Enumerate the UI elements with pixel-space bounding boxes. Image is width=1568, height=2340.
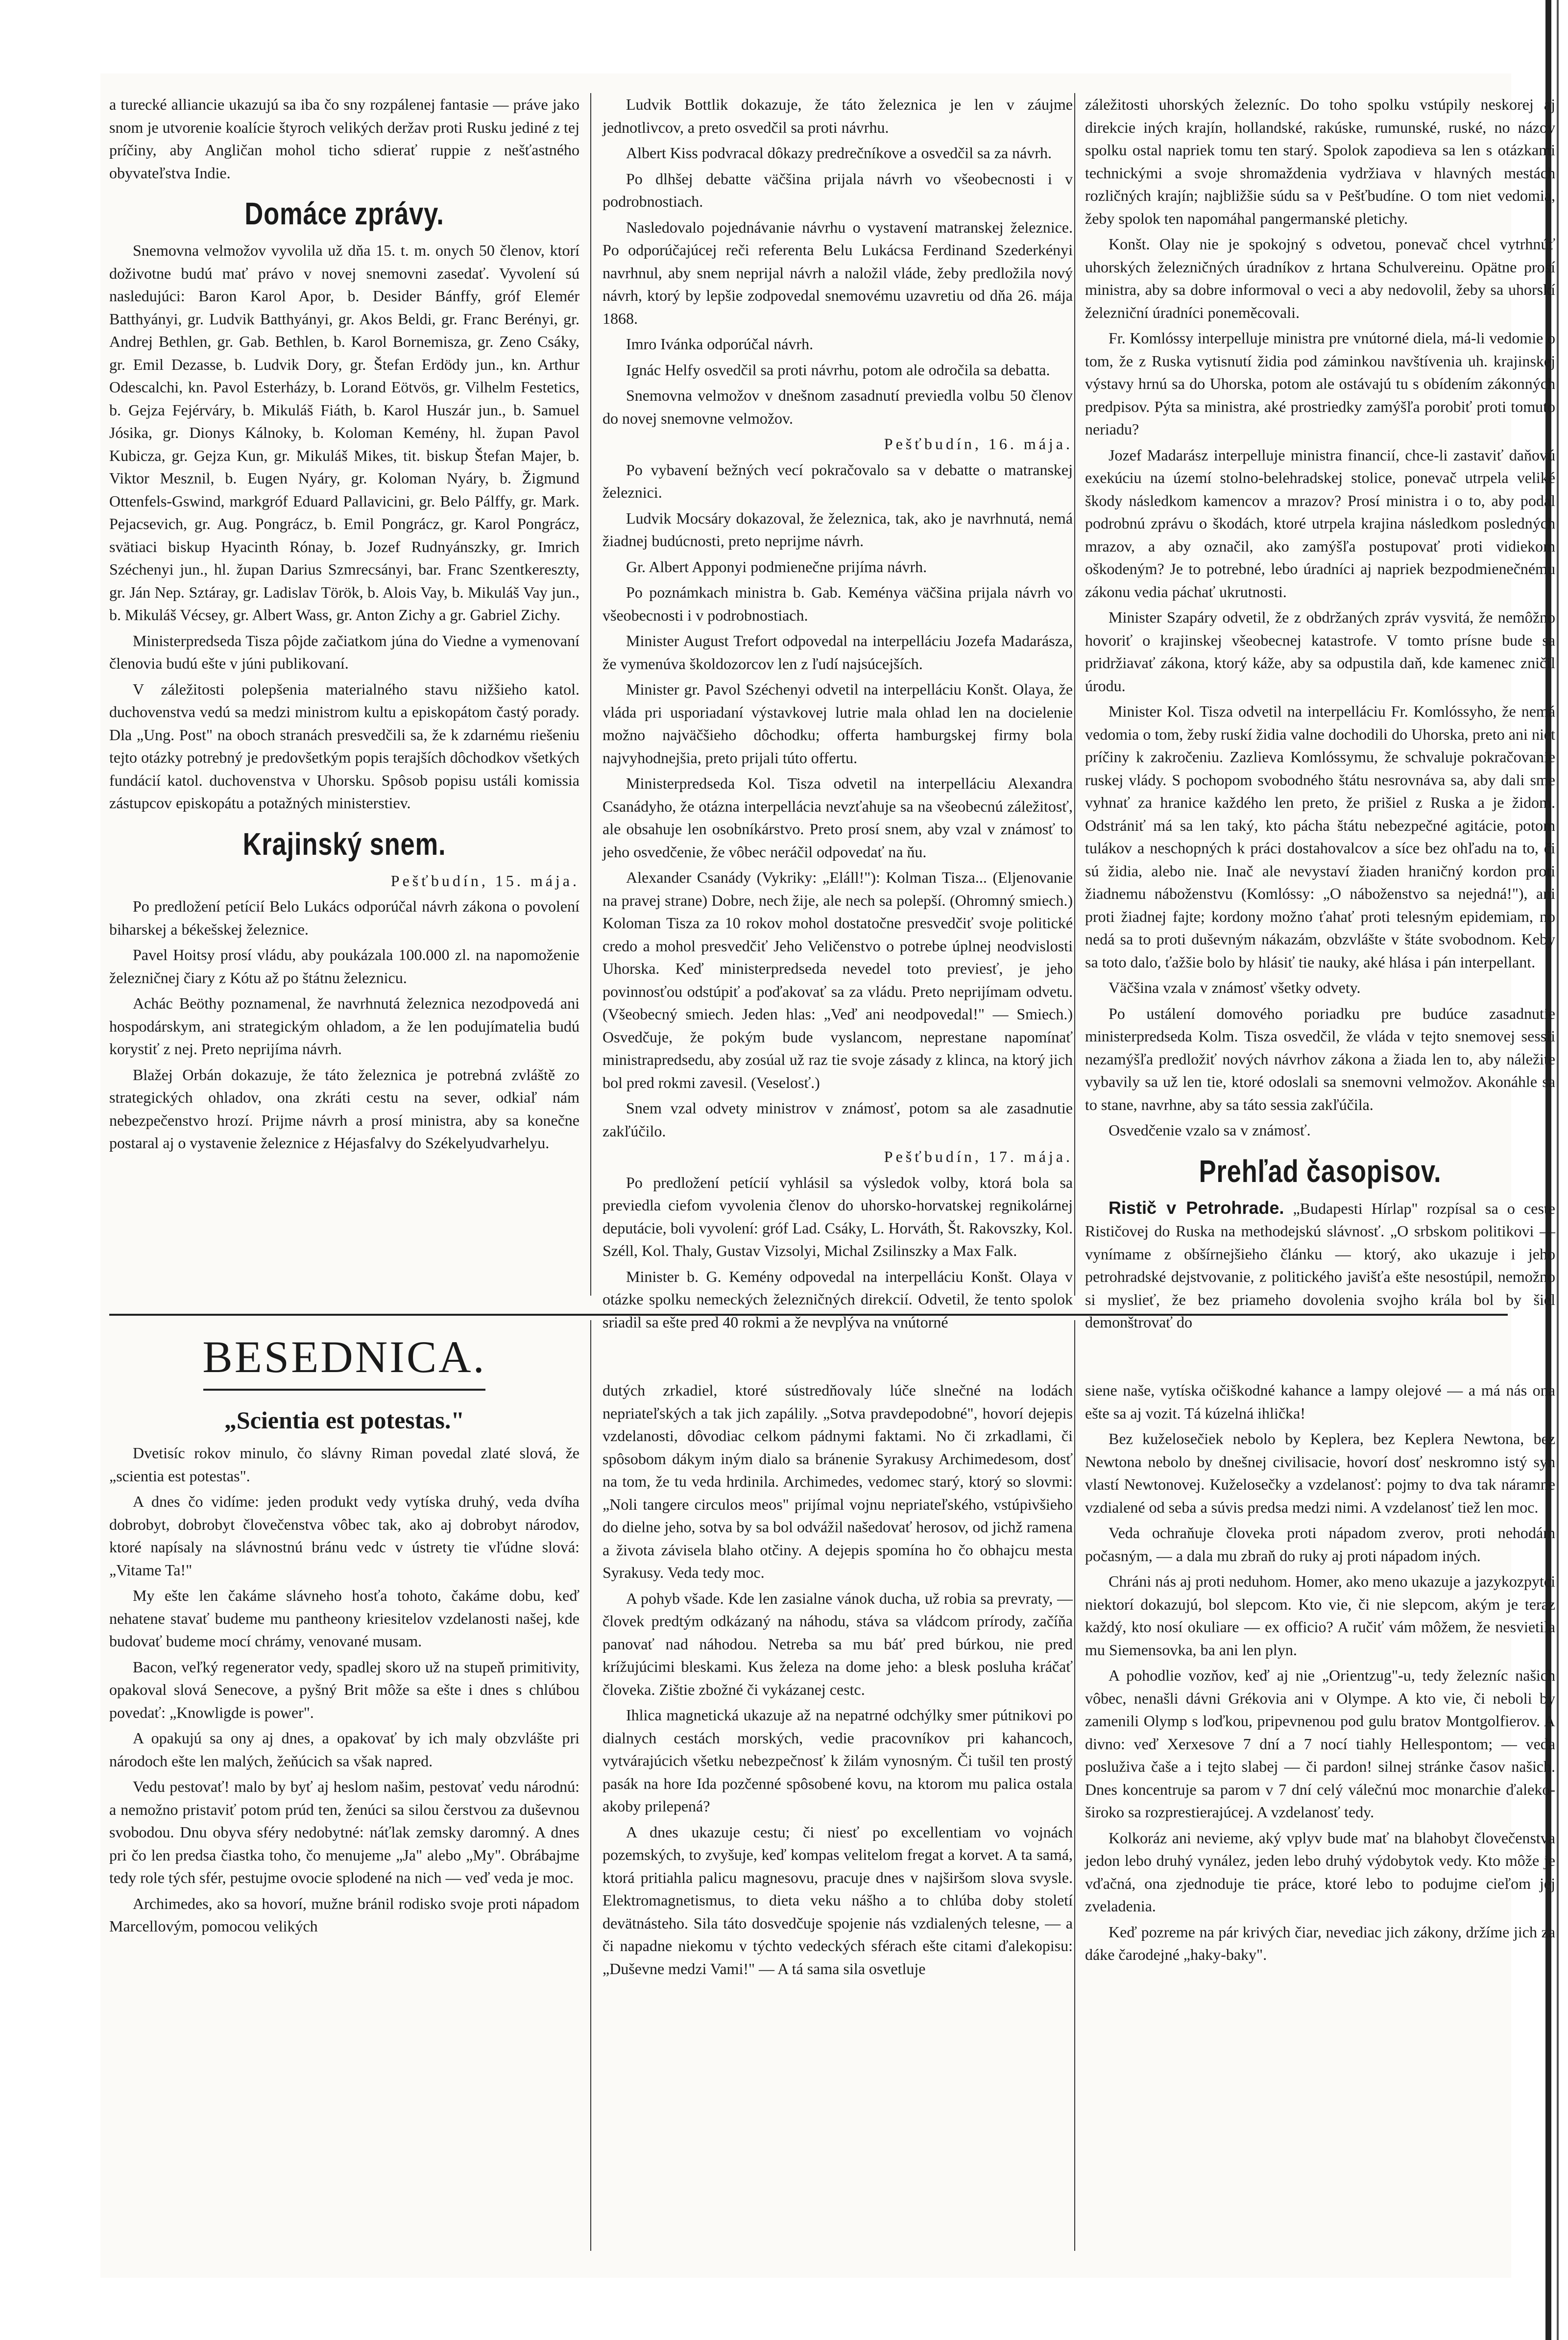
col3-paragraph-3: Fr. Komlóssy interpelluje ministra pre vnútorné diela, má-li vedomie o tom, že z Ruska vytisnutí židia pod záminkou navštívenia uh. krajinskej výstavy hrnú sa do Uhorska, potom ale ostávajú tu s obídením zákonných predpisov. Pýta sa ministra, aké prostriedky zamýšľa porobiť proti tomuto neriadu?	[1085, 329, 1555, 438]
krajinsky-heading: Krajinský snem.	[242, 826, 446, 862]
col2-paragraph-11: Po poznámkach ministra b. Gab. Keményа väčšina prijala návrh vo všeobecnosti i v podrobnostiach.	[603, 583, 1073, 624]
besednica-c3-paragraph-2: Bez kuželosečiek nebolo by Keplera, bez Keplera Newtona, bez Newtona nebolo by dnešnej civilisacie, hovorí dosť neskromno istý syn vlastí Newtonovej. Kuželosečky a vzdelanosť: pojmy to dva tak náramne vzdialené od seba a súvis predsa medzi nimi. A vzdelanosť tiež len moc.	[1085, 1430, 1555, 1516]
krajinsky-dateline: Pešťbudín, 15. mája.	[390, 871, 579, 890]
besednica-column-1	[109, 1320, 579, 2251]
newspaper-page	[100, 73, 1555, 2278]
krajinsky-paragraph-1: Po predložení petícií Belo Lukács odporúčal návrh zákona o povolení biharskej a békešskej železnice.	[109, 897, 579, 938]
col3-paragraph-8: Po ustálení domového poriadku pre budúce zasadnutie ministerpredseda Kolm. Tisza osvedčil, že vláda v tejto snemovej sessii nezamýšľa predložiť nových návrhov zákona a žiada len to, aby náležite vybavily sa už len tie, ktoré odoslali sa snemovni velmožov. Akonáhle sa to stane, navrhne, aby sa táto sessia zakľúčila.	[1085, 1004, 1555, 1113]
col2-paragraph-1: Ludvik Bottlik dokazuje, že táto železnica je len v záujme jednotlivcov, a preto osvedčil sa proti návrhu.	[603, 96, 1073, 136]
domace-paragraph-3: V záležitosti polepšenia materialného stavu nižšieho katol. duchovenstva vedú sa medzi ministrom kultu a episkopátom častý porady. Dla „Ung. Post" na oboch stranách presvedčili sa, že k zdarnému riešeniu tejto otázky potrebný je predovšetkým popis terajších dôchodkov všetkých fundácií katol. duchovenstva v Uhorsku. Spôsob popisu ustáli komissia zástupcov episkopátu a potažných ministerstiev.	[109, 680, 579, 812]
col2-dateline-17: Pešťbudín, 17. mája.	[884, 1148, 1073, 1165]
besednica-paragraph-6: Vedu pestovať! malo by byť aj heslom našim, pestovať vedu národnú: a nemožno pristaviť potom prúd ten, ženúci sa silou čerstvou za duševnou svobodou. Dnu obyva sféry nedobytné: náťlak zemsky daromný. A dnes pri čo len predsa čiastka toho, čo menujeme „Ja" alebo „My". Obrábajme tedy role tých sfér, pestujme ovocie splodené na nich — veď veda je moc.	[109, 1778, 579, 1886]
column-3	[1085, 93, 1555, 1331]
domace-heading: Domáce zprávy.	[244, 196, 444, 231]
col2-paragraph-15: Alexander Csanády (Vykriky: „Eláll!"): Kolman Tisza... (Eljenovanie na pravej strane) Dobre, nech žije, ale nech sa polepší. (Ohromný smiech.) Koloman Tisza za 10 rokov mohol dostatočne presvedčiť svoje politické credo a mohol presvedčiť Jeho Veličenstvo o potrebe úplnej neodvislosti Uhorska. Keď ministerpredseda nevedel toto previesť, je jeho povinnosťou odstúpiť a poďakovať sa za vládu. Preto neprijímam odvetu. (Všeobecný smiech. Jeden hlas: „Veď ani neodpovedal!" — Smiech.) Osvedčuje, že pokým bude vyslancom, neprestane napomínať ministrapredsedu, aby zosúal už raz tie svoje zásady z klinca, na ktorý jich bol pred rokmi zavesil. (Veselosť.)	[603, 868, 1073, 1091]
domace-paragraph-2: Ministerpredseda Tisza pôjde začiatkom júna do Viedne a vymenovaní členovia budú ešte v júni publikovaní.	[109, 631, 579, 672]
col3-paragraph-2: Konšt. Olay nie je spokojný s odvetou, ponevač chcel vytrhnúť uhorských železničných úradníkov z hrtana Schulvereinu. Opätne prosí ministra, aby sa dobre informoval o veci a aby nedovolil, žeby sa uhorskí železniční úradníci poneměcovali.	[1085, 235, 1555, 321]
col3-paragraph-7: Väčšina vzala v známosť všetky odvety.	[1109, 979, 1361, 996]
col3-paragraph-6: Minister Kol. Tisza odvetil na interpelláciu Fr. Komlóssyho, že nemá vedomia o tom, žeby ruskí židia valne dochodili do Uhorska, preto ani niet príčiny k zakročeniu. Zazlieva Komlóssymu, že schvaluje pokračovanie ruskej vlády. S pochopom svobodného štátu nesrovnáva sa, aby dali sme vyhnať za hranice každého len preto, že prišiel z Ruska a je židom. Odstrániť má sa len taký, kto pácha štátu nebezpečné agitácie, potom tulákov a neschopných k práci dostahovalcov a síce bez ohľadu na to, či sú židia, alebo nie. Inač ale nevystaví žiaden hraničný kordon proti žiadnemu náboženstvu (Komlóssy: „O náboženstvo sa nejedná!"), ani proti žiadnej fajte; kordony možno ťahať proti telesným epidemiam, no nedá sa to proti duševným nákazám, obzvlášte v štáte svobodnom. Keby sa toto dalo, ťažšie bolo by hlásiť tie nauky, aké hlása i pán interpellant.	[1085, 702, 1555, 971]
besednica-c3-paragraph-1: siene naše, vytíska očiškodné kahance a lampy olejové — a má nás ona ešte sa aj vozit. Tá kúzelná ihlička!	[1085, 1381, 1555, 1422]
column-rule-3	[590, 1320, 591, 2251]
col2-paragraph-16: Snem vzal odvety ministrov v známosť, potom sa ale zasadnutie zakľúčilo.	[603, 1099, 1073, 1140]
column-rule-2	[1074, 93, 1075, 1296]
besednica-paragraph-5: A opakujú sa ony aj dnes, a opakovať by ich maly obzvlášte pri národoch ešte len malých, žeňúcich sa však napred.	[109, 1729, 579, 1770]
prehlad-lead: Ristič v Petrohrade.	[1109, 1197, 1284, 1218]
col3-paragraph-5: Minister Szapáry odvetil, že z obdržaných zpráv vysvitá, že nemôžno hovoriť o krajinskej všeobecnej katastrofe. V tomto prísne bude sa pridržiavať zákona, ktorý káže, aby sa odpustila daň, kde kamenec zničil úrodu.	[1085, 608, 1555, 695]
intro-paragraph: a turecké allianciе ukazujú sa iba čo sny rozpálenej fantasie — práve jako snom je utvorenie koalície štyroch velikých deržav proti Rusku jediné z tej príčiny, aby Angličan mohol ticho sdierať ruppie z nešťastného obyvateľstva Indie.	[109, 96, 579, 182]
col2-paragraph-9: Ludvik Mocsáry dokazoval, že železnica, tak, ako je navrhnutá, nemá žiadnej budúcnosti, preto neprijme návrh.	[603, 509, 1073, 550]
besednica-paragraph-1: Dvetisíc rokov minulo, čo slávny Riman povedal zlaté slová, že „scientia est potestas".	[109, 1444, 579, 1485]
besednica-c3-paragraph-7: Keď pozreme na pár krivých čiar, nevediac jich zákony, držíme jich za dáke čarodejné „haky-baky".	[1085, 1923, 1555, 1963]
col2-paragraph-5: Imro Ivánka odporúčal návrh.	[626, 335, 814, 353]
prehlad-text: „Budapesti Hírlap" rozpísal sa o ceste Rističovej do Ruska na methodejskú slávnosť. „O srbskom politikovi — vynímame z obšírnejšieho článku — ktorý, ako ukazuje i jeho petrohradské dejstvovanie, z politického javišťa ešte nesostúpil, nemožno si myslieť, že bez priameho dovolenia svojho krála bol by šiel demonštrovať do	[1085, 1199, 1555, 1331]
besednica-paragraph-2: A dnes čo vidíme: jeden produkt vedy vytíska druhý, veda dvíha dobrobyt, dobrobyt človečenstva vôbec tak, ako aj dobrobyt národov, ktoré napísaly na slávnostnú bránu vedc v ústrety tie vľúdne slová: „Vitame Ta!"	[109, 1493, 579, 1579]
besednica-c2-paragraph-3: Ihlica magnetická ukazuje až na nepatrné odchýlky smer pútnikovi po dialnych cestách morských, vedie pracovníkov pri kahancoch, vytvárajúcich všetku nebezpečnosť k žilám vynosným. Či tušil ten prostý pasák na hore Ida pozčenné spôsobené kovu, na ktorom mu palica ostala akoby prilepená?	[603, 1706, 1073, 1815]
col2-paragraph-10: Gr. Albert Apponyi podmienečne prijíma návrh.	[626, 557, 927, 576]
col3-paragraph-1: záležitosti uhorských železníc. Do toho spolku vstúpily neskorej aj direkcie iných krajín, hollandské, rakúske, rumunské, ruské, no názov spolku ostal napriek tomu ten starý. Spolok zapodieva sa len s otázkami technickými a svoje shromaždenia vydržiava v hlavných mestách rozličných krajín; najbližšie súdu sa v Pešťbudíne. O tom niet vedomia, žeby spolok ten napomáhal pangermanské pletichy.	[1085, 96, 1555, 227]
besednica-title-rule	[203, 1389, 485, 1391]
col2-paragraph-13: Minister gr. Pavol Széchenyi odvetil na interpelláciu Konšt. Olaya, že vláda pri usporiadaní výstavkovej lutrie mala ohlad len na docielenie možno najväčšieho dôchodku; offerta hamburgskej firmy bola najvyhodnejšia, preto prijali túto offertu.	[603, 680, 1073, 767]
col2-paragraph-18: Minister b. G. Kemény odpovedal na interpelláciu Konšt. Olaya v otázke spolku nemeckých železničných direkcií. Odvetil, že tento spolok sriadil sa ešte pred 40 rokmi a že nevplýva na vnútorné	[603, 1267, 1073, 1331]
col2-paragraph-17: Po predložení petícií vyhlásil sa výsledok volby, ktorá bola sa previedla ciefom vyvolenia členov do uhorsko-horvatskej regnikolárnej deputácie, boli vyvolení: gróf Lad. Csáky, L. Horváth, Št. Rakovszky, Kol. Széll, Kol. Thaly, Gustav Vizsolyi, Michal Zsilinszky a Max Falk.	[603, 1173, 1073, 1259]
domace-paragraph-1: Snemovna velmožov vyvolila už dňa 15. t. m. onych 50 členov, ktorí doživotne budú mať právo v novej snemovni zasedať. Vyvolení sú nasledujúci: Baron Karol Apor, b. Desider Bánffy, gróf Elemér Batthyányi, gr. Ludvik Batthyányi, gr. Akos Beldi, gr. Franc Berényi, gr. Andrej Bethlen, gr. Gab. Bethlen, b. Karol Bornemisza, gr. Zeno Csáky, gr. Emil Dezasse, b. Ludvik Dory, gr. Štefan Erdödy jun., kn. Arthur Odescalchi, kn. Pavol Esterházy, b. Lorand Eötvös, gr. Vilhelm Festetics, b. Gejza Fejérváry, b. Mikuláš Fiáth, b. Karol Huszár jun., b. Samuel Jósika, gr. Dionys Kálnoky, b. Koloman Kemény, hl. župan Pavol Kubicza, gr. Gejza Kun, gr. Mikuláš Mikes, tit. biskup Štefan Majer, b. Viktor Mesznil, b. Eugen Nyáry, gr. Koloman Nyáry, b. Žigmund Ottenfels-Gswind, markgróf Eduard Pallavicini, gr. Belo Pálffy, gr. Mark. Pejacsevich, gr. Aug. Pongrácz, b. Emil Pongrácz, gr. Karol Pongrácz, svätiaci biskup Hyacinth Rónay, b. Jozef Rudnyánszky, gr. Imrich Széchenyi jun., hl. župan Darius Szmrecsányi, bar. Franc Szentkereszty, gr. Ján Nep. Sztáray, gr. Ladislav Török, b. Alois Vay, b. Mikuláš Vay jun., b. Mikuláš Vécsey, gr. Albert Wass, gr. Anton Zichy a gr. Gabriel Zichy.	[109, 241, 579, 624]
col2-paragraph-8: Po vybavení bežných vecí pokračovalo sa v debatte o matranskej železnici.	[603, 460, 1073, 501]
besednica-c3-paragraph-5: A pohodlie vozňov, keď aj nie „Orientzug"-u, tedy železníc našich vôbec, nenašli dávni Grékovia ani v Olympe. A kto vie, či neboli by zamenili Olymp s loďkou, pripevnenou pod gulu bratov Montgolfierov. A divno: veď Xerxesove 7 dní a 7 nocí tiahly Hellespontom; — veda posluživa čaše a i tejto slabej — či pardon! silnej stránke časov našich. Dnes koncentruje sa parom v 7 dní celý válečnú moc monarchie ďaleko-široko sa rozprestierajúcej. A vzdelanosť tedy.	[1085, 1666, 1555, 1821]
besednica-column-2	[603, 1379, 1073, 2261]
besednica-c2-paragraph-2: A pohyb všade. Kde len zasialne vánok ducha, už robia sa prevraty, — človek predtým odkázaný na náhodu, stáva sa vládcom prírody, začíňa panovať nad náhodou. Netreba sa mu báť pred búrkou, nie pred krížujúcimi bleskami. Kus železa na dome jeho: a blesk posluha kráčať človeka. Zištie zbožné či vykázanej cestc.	[603, 1589, 1073, 1698]
besednica-column-3	[1085, 1379, 1555, 2261]
prehlad-heading: Prehľad časopisov.	[1199, 1153, 1442, 1189]
col2-paragraph-2: Albert Kiss podvracal dôkazy predrečníkove a osvedčil sa za návrh.	[626, 144, 1052, 162]
besednica-c3-paragraph-6: Kolkoráz ani nevieme, aký vplyv bude mať na blahobyt človečenstva jedon lebo druhý vynález, jeden lebo druhý výdobytok vedy. Kto môže je vďačná, ona zjednoduje tie práce, ktoré lebo to podujme cieľom jej zveladenia.	[1085, 1829, 1555, 1915]
krajinsky-paragraph-4: Blažej Orbán dokazuje, že táto železnica je potrebná zvláště zo strategických ohladov, ona zkráti cestu na sever, odkiaľ nám nebezpečenstvo hrozí. Prijme návrh a prosí ministra, aby sa konečne postaral aj o vystavenie železnice z Héjasfalvy do Székelyudvarhelyu.	[109, 1065, 579, 1152]
besednica-c2-paragraph-1: dutých zrkadiel, ktoré sústredňovaly lúče slnečné na lodách nepriateľských a tak jich zapálily. „Sotva pravdepodobné", hovorí dejepis vzdelanosti, dôvodiac celkom pádnymi faktami. No či zrkadlami, či spôsobom dákym iným dialo sa bránenie Syrakusy Archimedesom, dosť na tom, že tu veda hrdinila. Archimedes, vedomec starý, ktorý so slovmi: „Noli tangere circulos meos" prijímal vojnu nepriateľského, vstúpivšieho do dielne jeho, sotva by sa bol odvážil našedovať herosov, od jichž ramena a života závisela blaho otčiny. A dejepis spomína ho čo obhajcu mesta Syrakusy. Veda tedy moc.	[603, 1381, 1073, 1581]
besednica-c3-paragraph-3: Veda ochraňuje človeka proti nápadom zverov, proti nehodám počasným, — a dala mu zbraň do ruky aj proti nápadom iných.	[1085, 1524, 1555, 1565]
col2-paragraph-14: Ministerpredseda Kol. Tisza odvetil na interpelláciu Alexandra Csanádyho, že otázna interpellácia nevzťahuje sa na všeobecnú záležitosť, ale obsahuje len osobníkárstvo. Preto prosí snem, aby vzal v známosť to jeho osvedčenie, že vôbec neráčil odpovedať na ňu.	[603, 774, 1073, 861]
besednica-paragraph-3: My ešte len čakáme slávneho hosťa tohoto, čakáme dobu, keď nehatene stavať budeme mu pantheony kriesitelov vzdelanosti našej, kde budovať budeme mocí chrámy, venované musam.	[109, 1587, 579, 1650]
besednica-paragraph-7: Archimedes, ako sa hovorí, mužne bránil rodisko svoje proti nápadom Marcellovým, pomocou velikých	[109, 1894, 579, 1935]
column-2	[603, 93, 1073, 1331]
col2-dateline-16: Pešťbudín, 16. mája.	[884, 435, 1073, 453]
col2-paragraph-3: Po dlhšej debatte väčšina prijala návrh vo všeobecnosti i v podrobnostiach.	[603, 169, 1073, 210]
col3-paragraph-9: Osvedčenie vzalo sa v známosť.	[1109, 1121, 1311, 1139]
krajinsky-paragraph-2: Pavel Hoitsy prosí vládu, aby poukázala 100.000 zl. na napomoženie železničnej čiary z Kótu až po štátnu železnicu.	[109, 946, 579, 987]
krajinsky-paragraph-3: Achác Beöthy poznamenal, že navrhnutá železnica nezodpovedá ani hospodárskym, ani strategickým ohladom, a že len podujímatelia budú korystiť z nej. Preto neprijíma návrh.	[109, 994, 579, 1058]
prehlad-paragraph	[1085, 1197, 1555, 1334]
column-rule-1	[590, 93, 591, 1296]
scientia-article-title: „Scientia est potestas."	[224, 1406, 465, 1434]
besednica-c3-paragraph-4: Chráni nás aj proti neduhom. Homer, ako meno ukazuje a jazykozpytci niektorí dokazujú, bol slepcom. Kto vie, či nie slepcom, akým je teraz každý, kto nosí okuliare — ex officio? A ručiť vám môžem, že nesvietila mu Siemensovka, ba ani len plyn.	[1085, 1572, 1555, 1659]
column-rule-4	[1074, 1320, 1075, 2251]
col2-paragraph-12: Minister August Trefort odpovedal na interpelláciu Jozefa Madarásza, že vymenúva školdozorcov len z ľudí najsúcejších.	[603, 632, 1073, 673]
col2-paragraph-7: Snemovna velmožov v dnešnom zasadnutí previedla volbu 50 členov do novej snemovne velmožov.	[603, 386, 1073, 427]
besednica-paragraph-4: Bacon, veľký regenerator vedy, spadlej skoro už na stupeň primitivity, opakoval slová Senecove, a pyšný Brit môže sa ešte i dnes s chlúbou povedať: „Knowligde is power".	[109, 1658, 579, 1721]
page-edge-line	[1557, 0, 1559, 2340]
col2-paragraph-6: Ignác Helfy osvedčil sa proti návrhu, potom ale odročila sa debatta.	[626, 361, 1050, 379]
col2-paragraph-4: Nasledovalo pojednávanie návrhu o vystavení matranskej železnice. Po odporúčajúcej reči referenta Belu Lukácsa Ferdinand Szederkényi navrhnul, aby snem neprijal návrh a naložil vláde, žeby predložila nový návrh, ktorý by lepšie zodpovedal snemovému uzavretiu od dňa 26. mája 1868.	[603, 218, 1073, 327]
besednica-heading: BESEDNICA.	[202, 1332, 486, 1382]
col3-paragraph-4: Jozef Madarász interpelluje ministra financií, chce-li zastaviť daňovú exekúciu na území stolno-belehradskej stolice, ponevač utrpela veliké škody následkom kamencov a mrazov? Prosí ministra i o to, aby podal podrobnú zprávu o škodách, ktoré utrpela krajina následkom posledných mrazov, a aby označil, ako zamýšľa postupovať proti vidiekom oškodeným? Je to potrebné, lebo úradníci aj napriek bezpodmienečnému zákonu vedia páchať ukrutnosti.	[1085, 446, 1555, 601]
besednica-c2-paragraph-4: A dnes ukazuje cestu; či niesť po excellentiam vo vojnách pozemských, to zvyšuje, keď kompas velitelom fregat a korvet. A ta samá, ktorá pritiahla palicu magnesovu, pracuje dnes v najširšom slova svysle. Elektromagnetismus, to dieta veku nášho a to chlúba doby století devätnásteho. Sila táto dosvedčuje spojenie nás vzdialených telesne, — a či napadne niekomu v týchto vedeckých sférach ešte citami ďalekopisu: „Duševne medzi Vami!" — A tá sama sila osvetluje	[603, 1823, 1073, 1978]
